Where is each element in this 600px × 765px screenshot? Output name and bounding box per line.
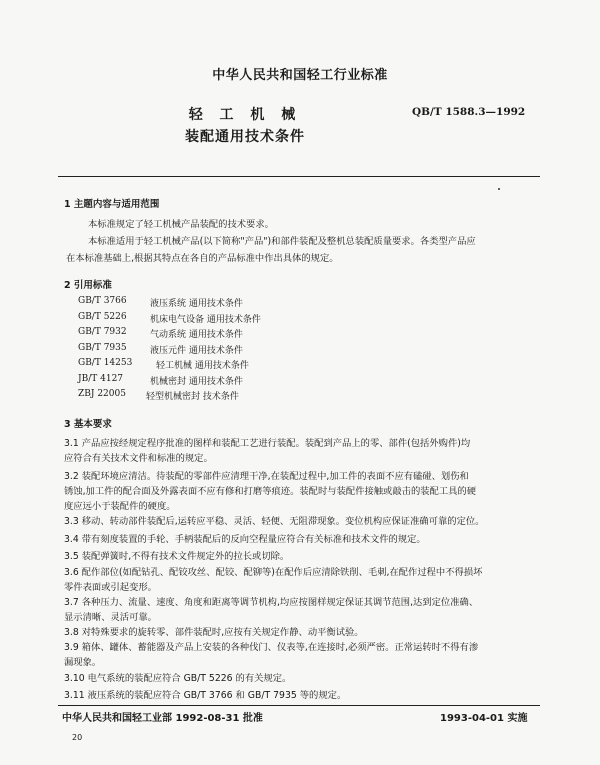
requirement-line: 漏现象。 [64,657,102,668]
effective-date: 1993-04-01 实施 [440,713,528,724]
section-2-heading: 2 引用标准 [64,280,112,291]
requirement-line: 度应远小于装配件的硬度。 [64,501,176,512]
requirement-line: 显示清晰、灵活可靠。 [64,612,157,623]
requirement-line: 3.4 带有刻度装置的手轮、手柄装配后的反向空程量应符合有关标准和技术文件的规定。 [64,534,426,545]
section-3-heading: 3 基本要求 [64,419,112,430]
reference-title: 轻型机械密封 技术条件 [146,392,239,402]
reference-title: 液压系统 通用技术条件 [150,299,243,309]
requirement-line: 3.1 产品应按经规定程序批准的图样和装配工艺进行装配。装配到产品上的零、部件(包括外购件)均 [64,438,471,449]
speck [498,188,500,190]
reference-code: GB/T 5226 [78,311,127,322]
reference-title: 轻工机械 通用技术条件 [156,361,249,371]
reference-code: ZBJ 22005 [78,389,126,399]
page-number: 20 [72,733,83,742]
reference-title: 机械密封 通用技术条件 [150,376,243,387]
approval-date: 中华人民共和国轻工业部 1992-08-31 批准 [62,713,263,724]
requirement-line: 3.2 装配环境应清洁。待装配的零部件应清理干净,在装配过程中,加工件的表面不应有磕碰、划伤和 [64,471,469,482]
requirement-line: 3.10 电气系统的装配应符合 GB/T 5226 的有关规定。 [64,673,292,684]
section-1-para-1: 本标准规定了轻工机械产品装配的技术要求。 [88,219,274,230]
reference-code: GB/T 7932 [78,327,127,337]
requirement-line: 应符合有关技术文件和标准的规定。 [64,453,213,464]
section-1-heading: 1 主题内容与适用范围 [64,199,160,210]
title-line-2: 装配通用技术条件 [185,129,305,145]
requirement-line: 锈蚀,加工件的配合面及外露表面不应有修和打磨等痕迹。装配时与装配件接触或敲击的装配工具的硬 [64,486,477,497]
requirement-line: 3.5 装配弹簧时,不得有技术文件规定外的拉长或切除。 [64,551,290,562]
requirement-line: 3.7 各种压力、流量、速度、角度和距离等调节机构,均应按图样规定保证其调节范围,达到定位准确、 [64,597,479,608]
requirement-line: 3.3 移动、转动部件装配后,运转应平稳、灵活、轻便、无阻滞现象。变位机构应保证准确可靠的定位。 [64,516,485,527]
reference-title: 气动系统 通用技术条件 [150,330,243,340]
reference-title: 机床电气设备 通用技术条件 [150,314,261,325]
reference-title: 液压元件 通用技术条件 [150,345,243,356]
requirement-line: 零件表面或引起变形。 [64,582,157,593]
reference-code: GB/T 3766 [78,296,127,306]
reference-code: JB/T 4127 [78,373,124,384]
issuing-organization: 中华人民共和国轻工行业标准 [212,68,388,83]
requirement-line: 3.9 箱体、罐体、蓄能器及产品上安装的各种伐门、仪表等,在连接时,必须严密。正常运转时不得有渗 [64,642,479,653]
requirement-line: 3.8 对特殊要求的旋转零、部件装配时,应按有关规定作静、动平衡试验。 [64,627,364,638]
header-rule [58,176,540,177]
standard-number: QB/T 1588.3—1992 [412,106,526,118]
requirement-line: 3.11 液压系统的装配应符合 GB/T 3766 和 GB/T 7935 等的规定。 [64,690,347,701]
requirement-line: 3.6 配作部位(如配钻孔、配铰攻丝、配铰、配铆等)在配作后应清除铁削、毛刺,在配作过程中不得损坏 [64,567,483,578]
section-1-para-2b: 在本标准基础上,根据其特点在各自的产品标准中作出具体的规定。 [66,253,339,264]
footer-rule [58,705,540,706]
title-line-1: 轻 工 机 械 [188,107,302,123]
reference-code: GB/T 14253 [78,358,133,368]
reference-code: GB/T 7935 [78,342,127,353]
section-1-para-2a: 本标准适用于轻工机械产品(以下简称"产品")和部件装配及整机总装配质量要求。各类型产品应 [88,236,476,247]
